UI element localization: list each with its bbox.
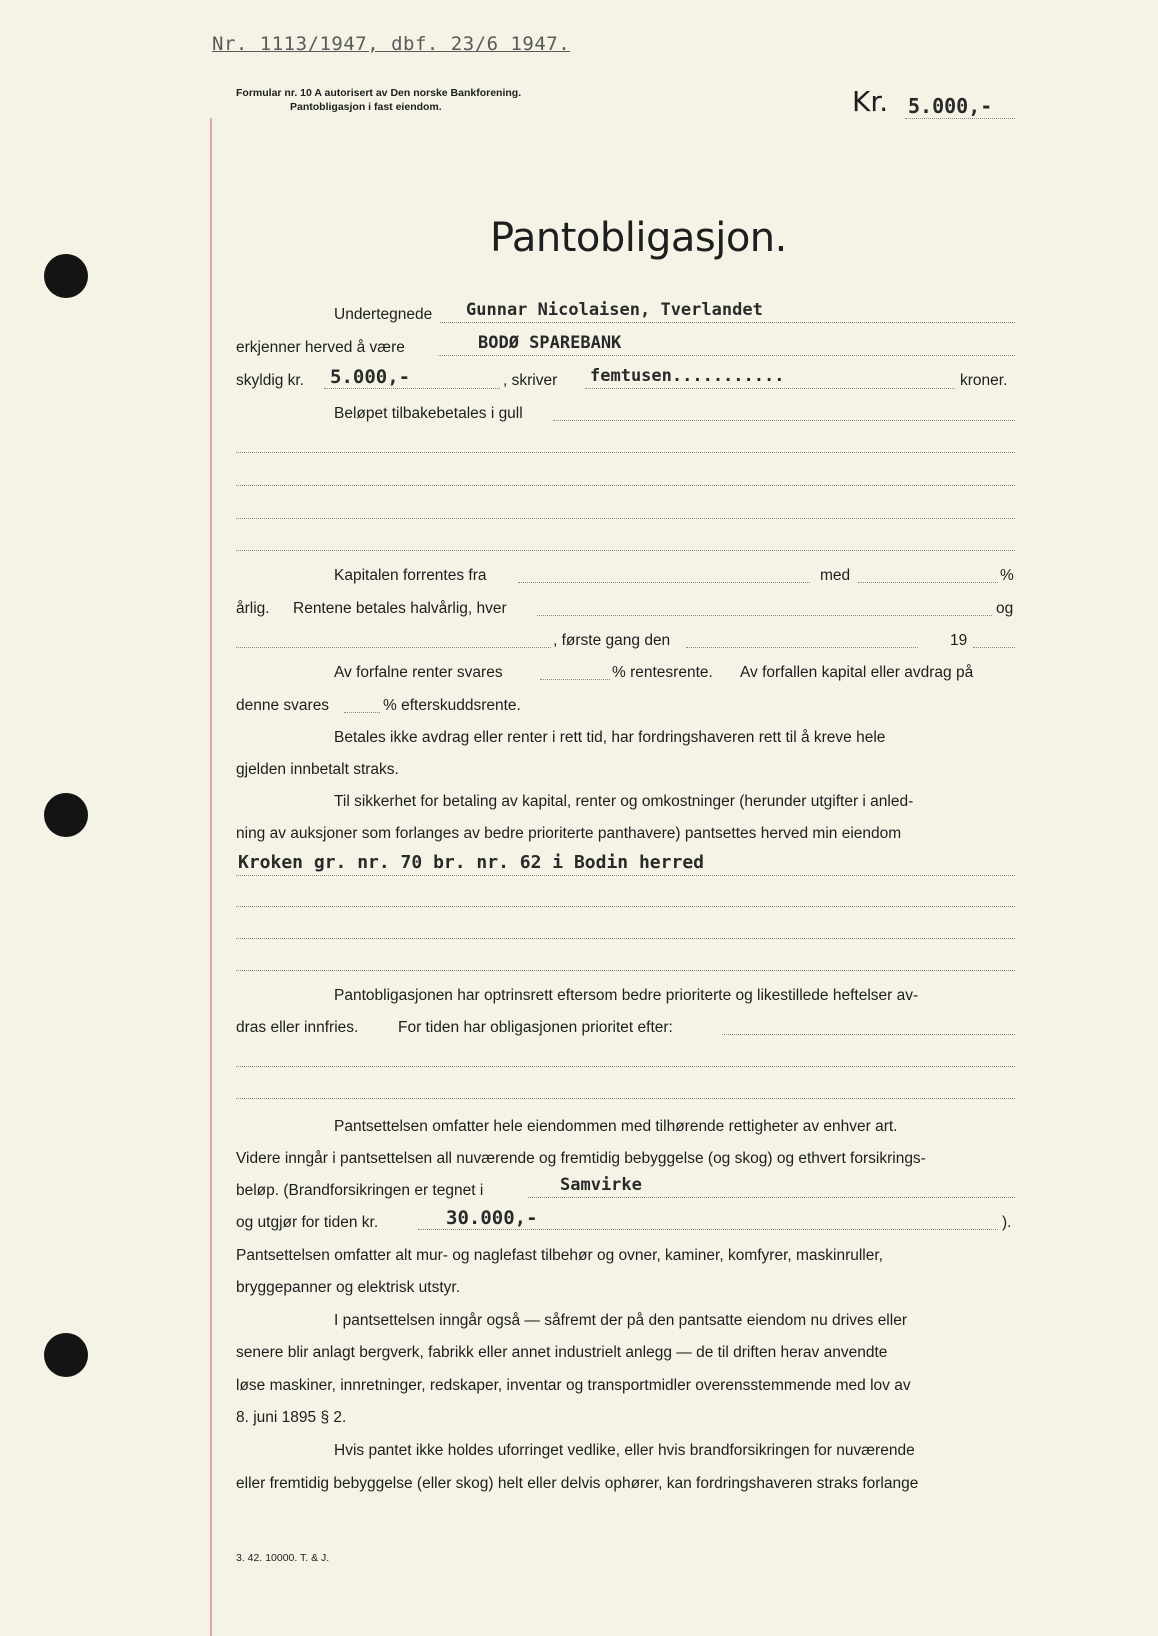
erkjenner-label: erkjenner herved å være [236,339,405,356]
betales-para-line1: Betales ikke avdrag eller renter i rett tid, har fordringshaveren rett til å kreve hele [334,729,886,746]
optrinsrett-para-line2: dras eller innfries. [236,1019,359,1036]
amount-kr-value: 5.000,- [908,94,993,118]
inngar-para-line1: I pantsettelsen inngår også — såfremt der på den pantsatte eiendom nu drives eller [334,1312,907,1329]
renter-halvarlig-label: Rentene betales halvårlig, hver [293,600,507,617]
erkjenner-value: BODØ SPAREBANK [478,333,622,353]
registration-number: Nr. 1113/1947, dbf. 23/6 1947. [212,33,571,55]
sikkerhet-para-line2: ning av auksjoner som forlanges av bedre prioriterte panthavere) pantsettes herved min eiendom [236,825,902,842]
inngar-para-line4: 8. juni 1895 § 2. [236,1409,347,1426]
omfatter-para-line5: Pantsettelsen omfatter alt mur- og naglefast tilbehør og ovner, kaminer, komfyrer, maskinruller, [236,1247,883,1264]
page-title: Pantobligasjon. [490,215,787,261]
year-19-label: 19 [950,632,968,649]
formular-note-2: Pantobligasjon i fast eiendom. [290,101,442,113]
hvis-para-line1: Hvis pantet ikke holdes uforringet vedlike, eller hvis brandforsikringen for nuværende [334,1442,915,1459]
kapitalen-label: Kapitalen forrentes fra [334,567,487,584]
formular-note-1: Formular nr. 10 A autorisert av Den norske Bankforening. [236,87,522,99]
skyldig-value: 5.000,- [330,366,411,388]
omfatter-para-line6: bryggepanner og elektrisk utstyr. [236,1279,461,1296]
utgjor-label: og utgjør for tiden kr. [236,1214,379,1231]
skriver-value: femtusen........... [590,366,785,386]
forfalne-renter-label: Av forfalne renter svares [334,664,503,681]
skyldig-label: skyldig kr. [236,372,305,389]
inngar-para-line3: løse maskiner, innretninger, redskaper, inventar og transportmidler overensstemmende med lov av [236,1377,911,1394]
undertegnede-label: Undertegnede [334,306,433,323]
efterskuddsrente-label: % efterskuddsrente. [383,697,521,714]
brandforsikring-label: beløp. (Brandforsikringen er tegnet i [236,1182,484,1199]
sikkerhet-para-line1: Til sikkerhet for betaling av kapital, renter og omkostninger (herunder utgifter i anled- [334,793,914,810]
binder-hole-top [44,254,88,298]
kroner-label: kroner. [960,372,1008,389]
binder-hole-bottom [44,1333,88,1377]
arlig-label: årlig. [236,600,270,617]
undertegnede-value: Gunnar Nicolaisen, Tverlandet [466,300,763,320]
percent-label: % [1000,567,1014,584]
insured-amount-value: 30.000,- [446,1207,538,1229]
betales-para-line2: gjelden innbetalt straks. [236,761,399,778]
forfallen-kapital-label: Av forfallen kapital eller avdrag på [740,664,974,681]
omfatter-para-line2: Videre inngår i pantsettelsen all nuværende og fremtidig bebyggelse (og skog) og ethvert forsikrings- [236,1150,926,1167]
belop-label: Beløpet tilbakebetales i gull [334,405,523,422]
denne-svares-label: denne svares [236,697,330,714]
amount-kr-label: Kr. [852,85,889,118]
inngar-para-line2: senere blir anlagt bergverk, fabrikk eller annet industrielt anlegg — de til driften herav anvendte [236,1344,888,1361]
insurer-value: Samvirke [560,1175,642,1195]
skriver-label: , skriver [503,372,558,389]
hvis-para-line2: eller fremtidig bebyggelse (eller skog) helt eller delvis ophører, kan fordringshaveren straks forlange [236,1475,919,1492]
print-code: 3. 42. 10000. T. & J. [236,1552,330,1564]
med-label: med [820,567,851,584]
forste-gang-label: , første gang den [553,632,671,649]
utgjor-end: ). [1002,1214,1012,1231]
property-value: Kroken gr. nr. 70 br. nr. 62 i Bodin herred [238,852,704,873]
rentesrente-label: % rentesrente. [612,664,713,681]
optrinsrett-para-line1: Pantobligasjonen har optrinsrett eftersom bedre prioriterte og likestillede heftelser av- [334,987,919,1004]
margin-line [210,118,212,1636]
binder-hole-middle [44,793,88,837]
og-label: og [996,600,1014,617]
prioritet-label: For tiden har obligasjonen prioritet efter: [398,1019,673,1036]
omfatter-para-line1: Pantsettelsen omfatter hele eiendommen med tilhørende rettigheter av enhver art. [334,1118,898,1135]
